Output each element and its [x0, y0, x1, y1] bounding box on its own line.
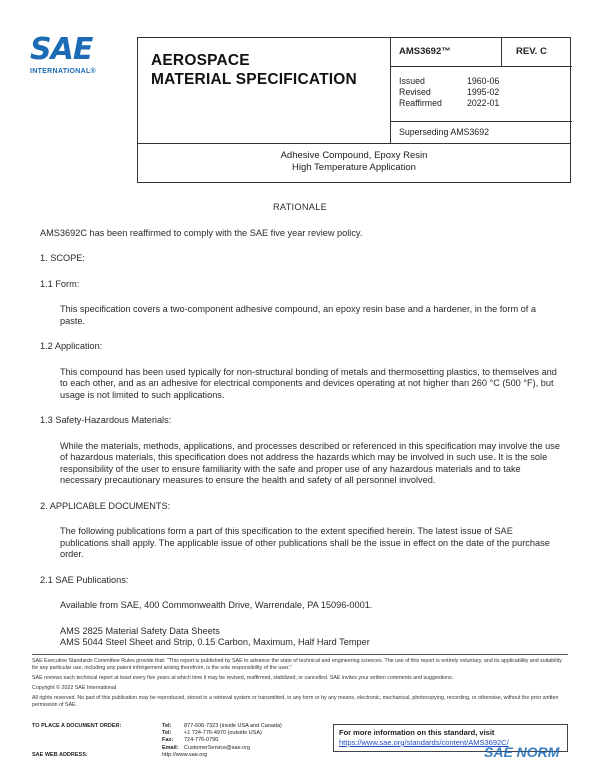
footer-copyright: Copyright © 2022 SAE International — [32, 685, 116, 691]
logo-mark: SAE — [30, 32, 93, 67]
phone-us[interactable]: 877-606-7323 (inside USA and Canada) — [184, 723, 282, 729]
footer-rights: All rights reserved. No part of this publication may be reproduced, stored in a retrieval system or transmitted, in any form or by any means, electronic, mechanical, photocopying, recording, or otherwise, without the prior written permission of SAE. — [32, 695, 559, 708]
order-label: TO PLACE A DOCUMENT ORDER: — [32, 723, 122, 729]
legal-footer — [32, 658, 568, 712]
section-2-1-heading: 2.1 SAE Publications: — [40, 574, 129, 585]
more-info-heading: For more information on this standard, visit — [339, 728, 495, 737]
section-1-2-heading: 1.2 Application: — [40, 341, 103, 351]
subject-title — [138, 143, 570, 183]
footer-review: SAE reviews each technical report at least every five years at which time it may be revised, reaffirmed, stabilized, or cancelled. SAE invites your written comments and suggestions. — [32, 675, 454, 681]
subject-line-1: Adhesive Compound, Epoxy Resin — [280, 150, 428, 161]
section-2-1-text: Available from SAE, 400 Commonwealth Drive, Warrendale, PA 15096-0001. — [60, 600, 373, 610]
logo-subtitle: INTERNATIONAL® — [30, 68, 97, 75]
title-line-1: AEROSPACE — [151, 52, 250, 69]
reference-ams5044: AMS 5044 Steel Sheet and Strip, 0.15 Carbon, Maximum, Half Hard Temper — [60, 637, 370, 647]
web-link[interactable]: http://www.sae.org — [162, 751, 208, 758]
spec-type-title — [138, 38, 391, 143]
section-1-2-text: This compound has been used typically for non-structural bonding of metals and thermosetting plastics, to themselves and to each other, and as an adhesive for electrical components and devices operating at not higher than 260 °C (500 °F), but usage is not limited to such applications. — [60, 366, 557, 400]
subject-line-2: High Temperature Application — [292, 162, 416, 173]
section-1-1-heading: 1.1 Form: — [40, 278, 80, 289]
title-line-2: MATERIAL SPECIFICATION — [151, 71, 357, 88]
section-2-text: The following publications form a part of this specification to the extent specified herein. The latest issue of SAE publications shall apply. The applicable issue of other publications shall be the issue in effect on the date of the purchase order. — [60, 526, 550, 559]
email-link[interactable]: CustomerService@sae.org — [184, 744, 251, 751]
section-1-3-text: While the materials, methods, applications, and processes described or referenced in this specification may involve the use of hazardous materials, this specification does not address the hazards which may be involved in such use. It is the sole responsibility of the user to ensure familiarity with the safe and proper use of any hazardous materials and to take necessary precautionary measures to ensure the health and safety of all personnel involved. — [60, 440, 560, 485]
spec-header-box — [137, 37, 571, 183]
date-row-issued: Issued 1960-06 — [399, 76, 500, 86]
footer-divider — [32, 654, 568, 655]
date-row-reaffirmed: Reaffirmed 2022-01 — [399, 98, 500, 108]
section-1-heading: 1. SCOPE: — [40, 253, 85, 263]
document-body — [40, 202, 560, 649]
section-1-1-text: This specification covers a two-component adhesive compound, an epoxy resin base and a hardener, in the form of a paste. — [60, 304, 536, 326]
section-2-heading: 2. APPLICABLE DOCUMENTS: — [40, 500, 171, 511]
section-1-3-heading: 1.3 Safety-Hazardous Materials: — [40, 415, 172, 425]
superseding-note: Superseding AMS3692 — [391, 121, 572, 143]
sae-logo — [30, 34, 120, 90]
standard-link[interactable]: https://www.sae.org/standards/content/AMS3692C/ — [339, 738, 509, 747]
date-table — [391, 67, 572, 121]
order-contact-block: TO PLACE A DOCUMENT ORDER: Tel: 877-606-7323 (inside USA and Canada) Tel: +1 724-776-4970 (outside USA) Fax: 724-776-0790 Email: CustomerService@sae.org SAE WEB ADDRESS: http://www.sae.org — [32, 723, 282, 758]
reference-ams2825: AMS 2825 Material Safety Data Sheets — [60, 625, 220, 636]
fax-number: 724-776-0790 — [184, 737, 219, 744]
date-row-revised: Revised 1995-02 — [399, 87, 500, 97]
sae-norm-watermark: SAE NORM — [484, 744, 560, 760]
web-label: SAE WEB ADDRESS: — [32, 751, 88, 758]
phone-intl[interactable]: +1 724-776-4970 (outside USA) — [184, 730, 262, 737]
rationale-text: AMS3692C has been reaffirmed to comply with the SAE five year review policy. — [40, 227, 363, 238]
footer-rules: SAE Executive Standards Committee Rules provide that: "This report is published by SAE to advance the state of technical and engineering sciences. The use of this report is entirely voluntary, and its applicability and suitability for any particular use, including any patent infringement arising therefrom, is the sole responsibility of the user." — [32, 658, 562, 671]
rationale-heading: RATIONALE — [272, 202, 328, 212]
doc-number: AMS3692™ — [391, 38, 502, 67]
revision-label: REV. C — [502, 38, 572, 67]
